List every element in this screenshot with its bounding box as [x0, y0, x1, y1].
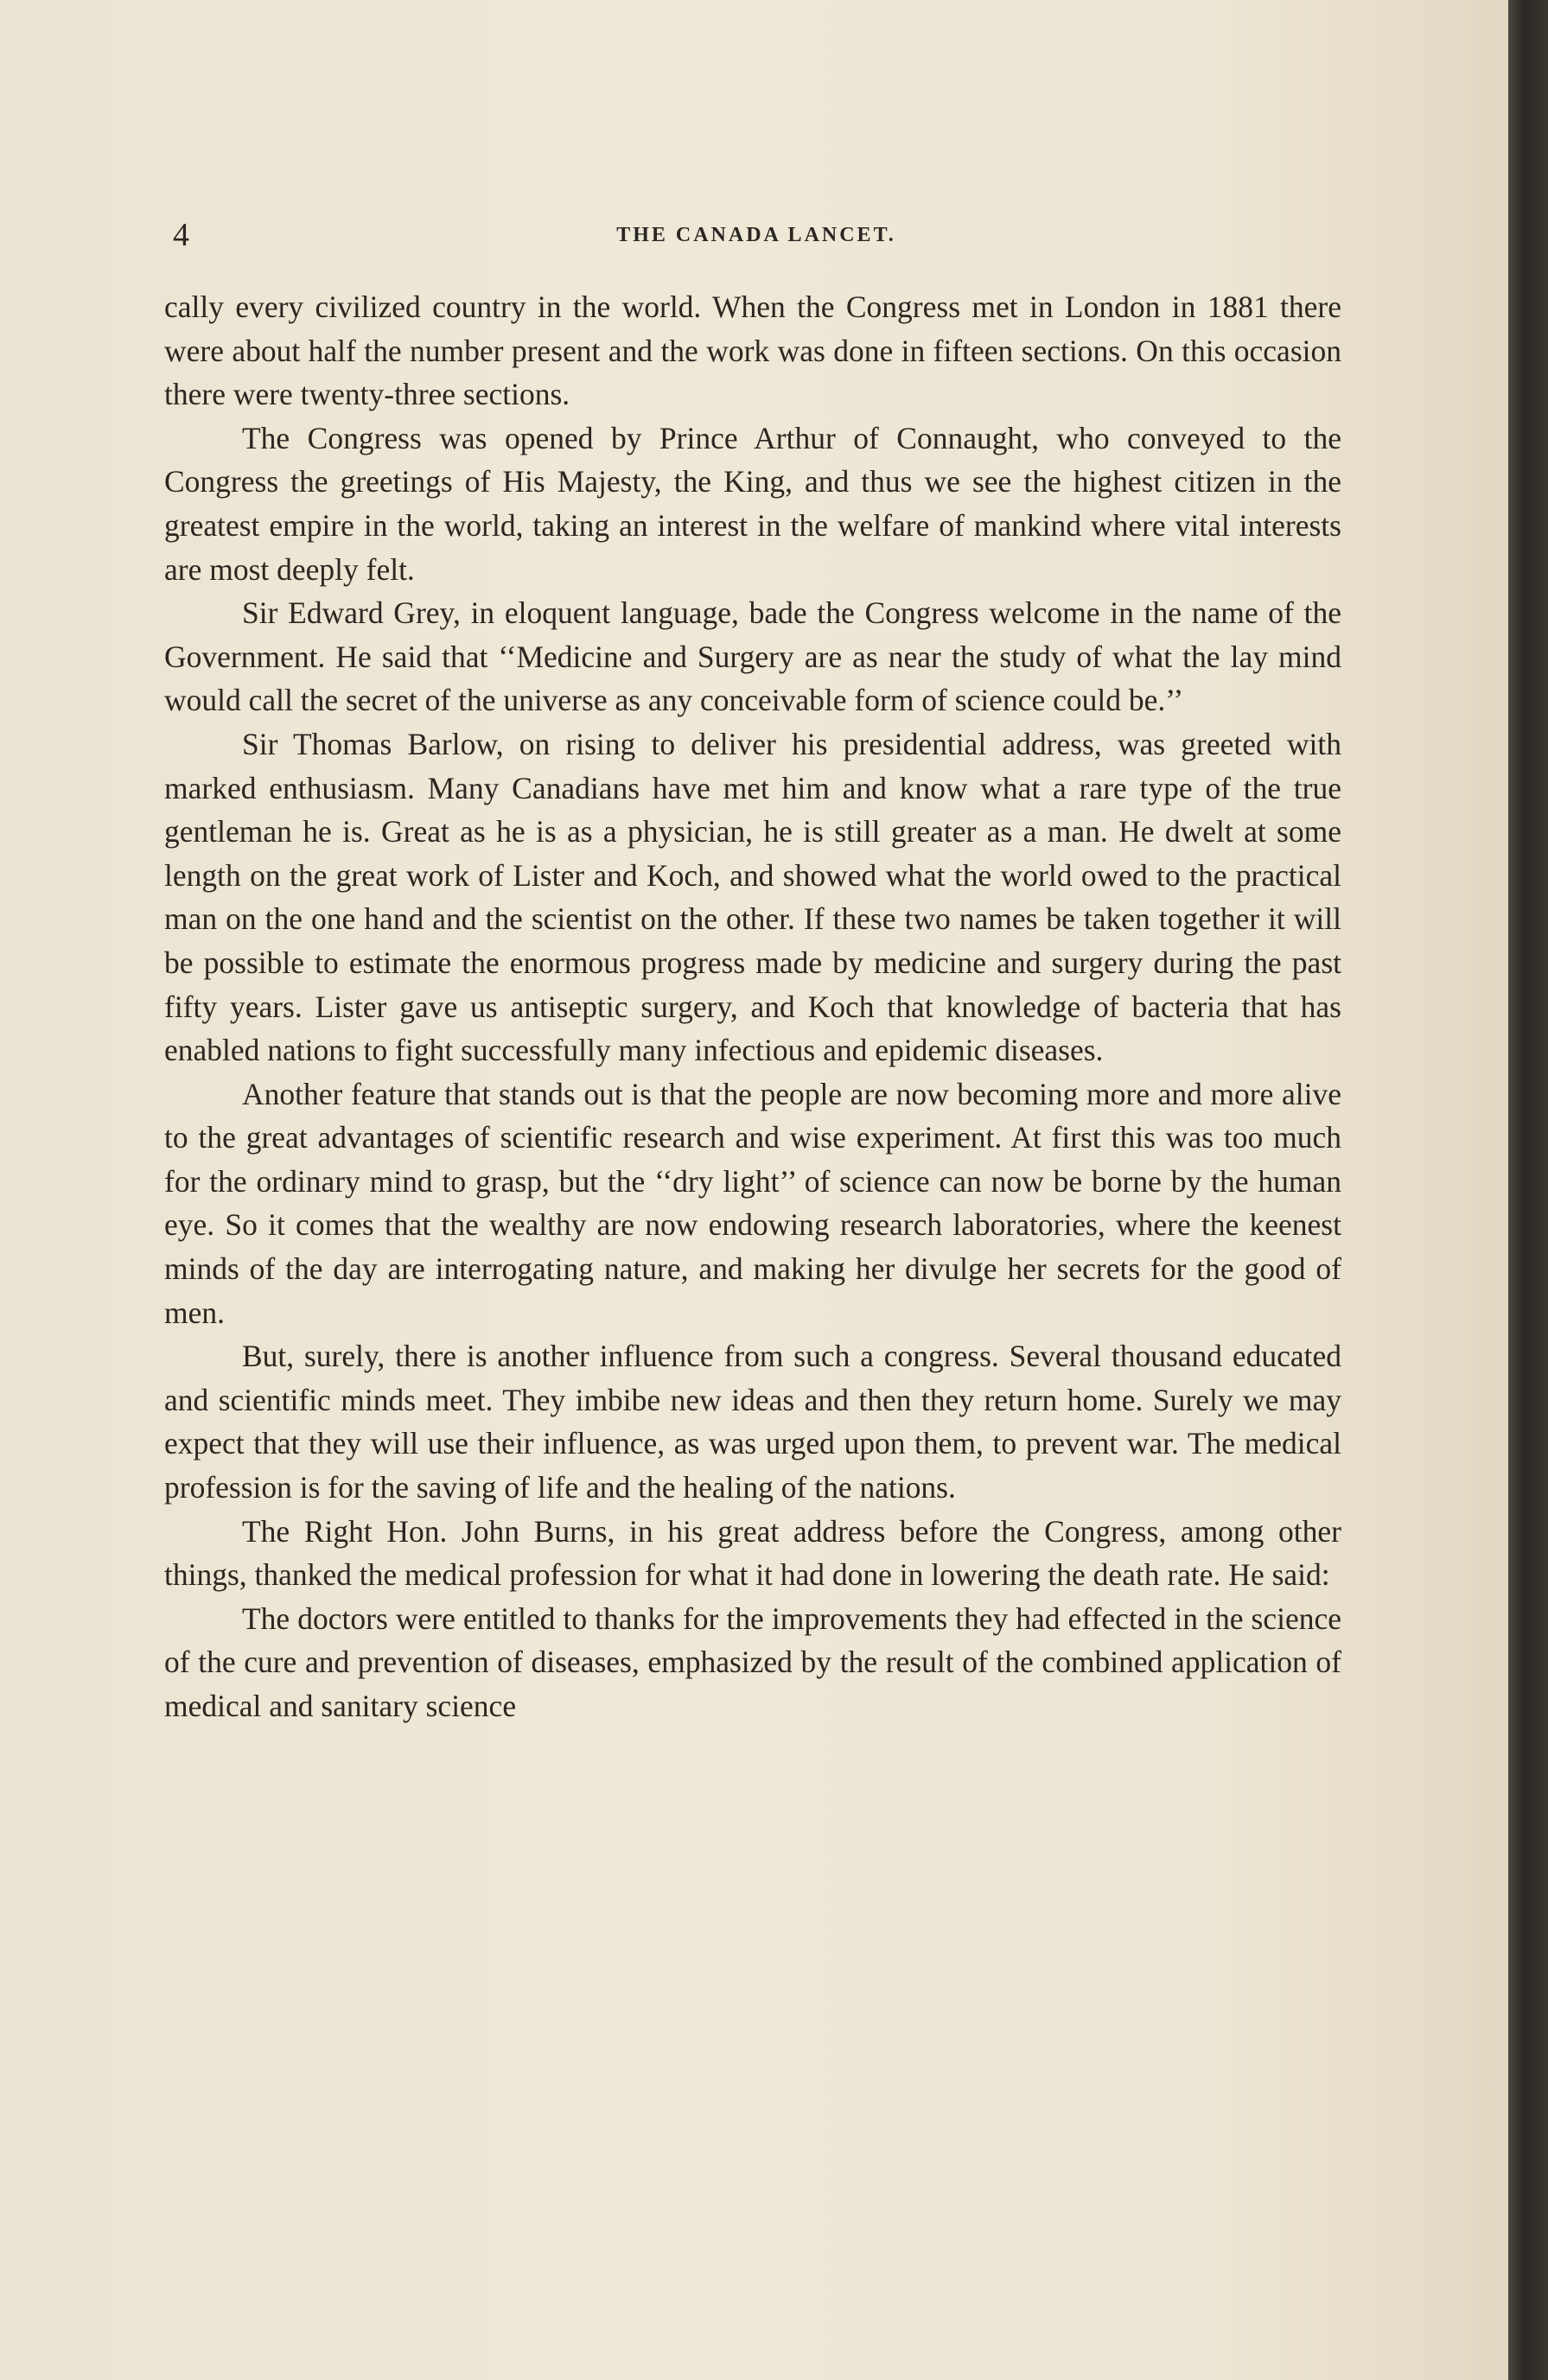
paragraph: But, surely, there is another influence from such a congress. Several thousand educated and scientific minds meet. They imbibe new ideas and then they return home. Surely we may expect that they will use their influence, as was urged upon them, to prevent war. The medical profession is for the saving of life and the healing of the nations. [164, 1339, 1341, 1505]
paragraph: Sir Thomas Barlow, on rising to deliver his presidential address, was greeted with marked enthusiasm. Many Canadians have met him and know what a rare type of the true gentleman he is. Great as he is as a physician, he is still greater as a man. He dwelt at some length on the great work of Lister and Koch, and showed what the world owed to the practical man on the one hand and the scientist on the other. If these two names be taken together it will be possible to estimate the enormous progress made by medicine and surgery during the past fifty years. Lister gave us antiseptic surgery, and Koch that knowledge of bacteria that has enabled nations to fight successfully many infectious and epidemic diseases. [164, 726, 1341, 1068]
running-head: THE CANADA LANCET. [616, 224, 896, 246]
paragraph: The doctors were entitled to thanks for the improvements they had effected in the science of the cure and prevention of diseases, emphasized by the result of the combined application of medical and sanitary science [164, 1600, 1341, 1723]
page-header [173, 218, 1340, 252]
book-edge [1508, 0, 1548, 2380]
paragraph: Another feature that stands out is that the people are now becoming more and more alive to the great advantages of scientific research and wise experiment. At first this was too much for the ordinary mind to grasp, but the ‘‘dry light’’ of science can now be borne by the human eye. So it comes that the wealthy are now endowing research laboratories, where the keenest minds of the day are interrogating nature, and making her divulge her secrets for the good of men. [164, 1076, 1341, 1330]
paragraph: cally every civilized country in the world. When the Congress met in London in 1881 there were about half the number present and the work was done in fifteen sections. On this occasion there were twenty-three sections. [164, 290, 1341, 412]
paragraph: The Right Hon. John Burns, in his great address before the Congress, among other things, thanked the medical profession for what it had done in lowering the death rate. He said: [164, 1513, 1341, 1593]
page-number: 4 [173, 217, 189, 253]
body-text [164, 285, 1341, 1728]
paragraph: Sir Edward Grey, in eloquent language, bade the Congress welcome in the name of the Government. He said that ‘‘Medicine and Surgery are as near the study of what the lay mind would call the secret of the universe as any conceivable form of science could be.’’ [164, 595, 1341, 718]
paragraph: The Congress was opened by Prince Arthur of Connaught, who conveyed to the Congress the greetings of His Majesty, the King, and thus we see the highest citizen in the greatest empire in the world, taking an interest in the welfare of mankind where vital interests are most deeply felt. [164, 420, 1341, 587]
